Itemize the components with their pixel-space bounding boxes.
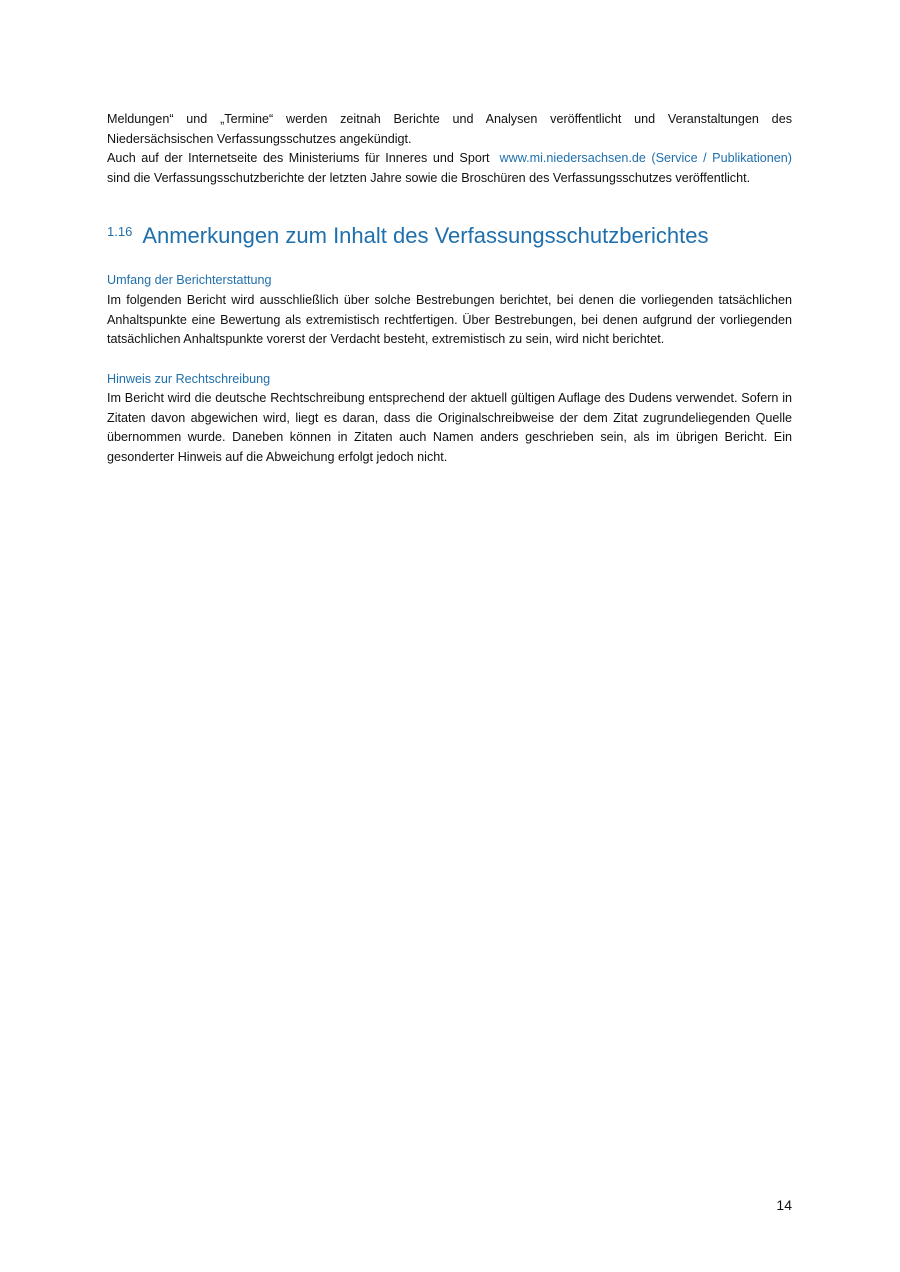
intro-paragraph-1 [107, 110, 792, 149]
ministry-website-link[interactable]: www.mi.niedersachsen.de (Service / Publikationen) [499, 151, 792, 165]
umfang-paragraph-text: Im folgenden Bericht wird ausschließlich über solche Bestrebungen berichtet, bei denen die vorliegenden tatsächlichen Anhaltspunkte eine Bewertung als extremistisch rechtfertigen. Über Bestrebungen, bei denen aufgrund der vorliegenden tatsächlichen Anhaltspunkte vorerst der Verdacht besteht, extremistisch zu sein, wird nicht berichtet. [107, 293, 792, 347]
section-title: Anmerkungen zum Inhalt des Verfassungsschutzberichtes [142, 223, 709, 248]
hinweis-paragraph [107, 389, 792, 467]
umfang-paragraph [107, 291, 792, 350]
intro-paragraph-2-continuation: sind die Verfassungsschutzberichte der letzten Jahre sowie die Broschüren des Verfassungsschutzes veröffentlicht. [107, 170, 751, 185]
intro-paragraph-1-text: Meldungen“ und „Termine“ werden zeitnah Berichte und Analysen veröffentlicht und Veranstaltungen des Niedersächsischen Verfassungsschutzes angekündigt. [107, 112, 792, 146]
subheading-umfang: Umfang der Berichterstattung [107, 273, 272, 287]
intro-paragraph-2-text: Auch auf der Internetseite des Ministeriums für Inneres und Sport [107, 151, 490, 165]
section-number: 1.16 [107, 224, 133, 239]
subheading-hinweis: Hinweis zur Rechtschreibung [107, 372, 271, 386]
section-heading [107, 223, 807, 249]
page-number: 14 [776, 1197, 792, 1213]
intro-paragraph-2 [107, 149, 792, 188]
hinweis-paragraph-text: Im Bericht wird die deutsche Rechtschreibung entsprechend der aktuell gültigen Auflage des Dudens verwendet. Sofern in Zitaten davon abgewichen wird, liegt es daran, dass die Originalschreibweise der dem Zitat zugrundeliegenden Quelle übernommen wurde. Daneben können in Zitaten auch Namen anders geschrieben sein, als im übrigen Bericht. Ein gesonderter Hinweis auf die Abweichung erfolgt jedoch nicht. [107, 391, 792, 464]
